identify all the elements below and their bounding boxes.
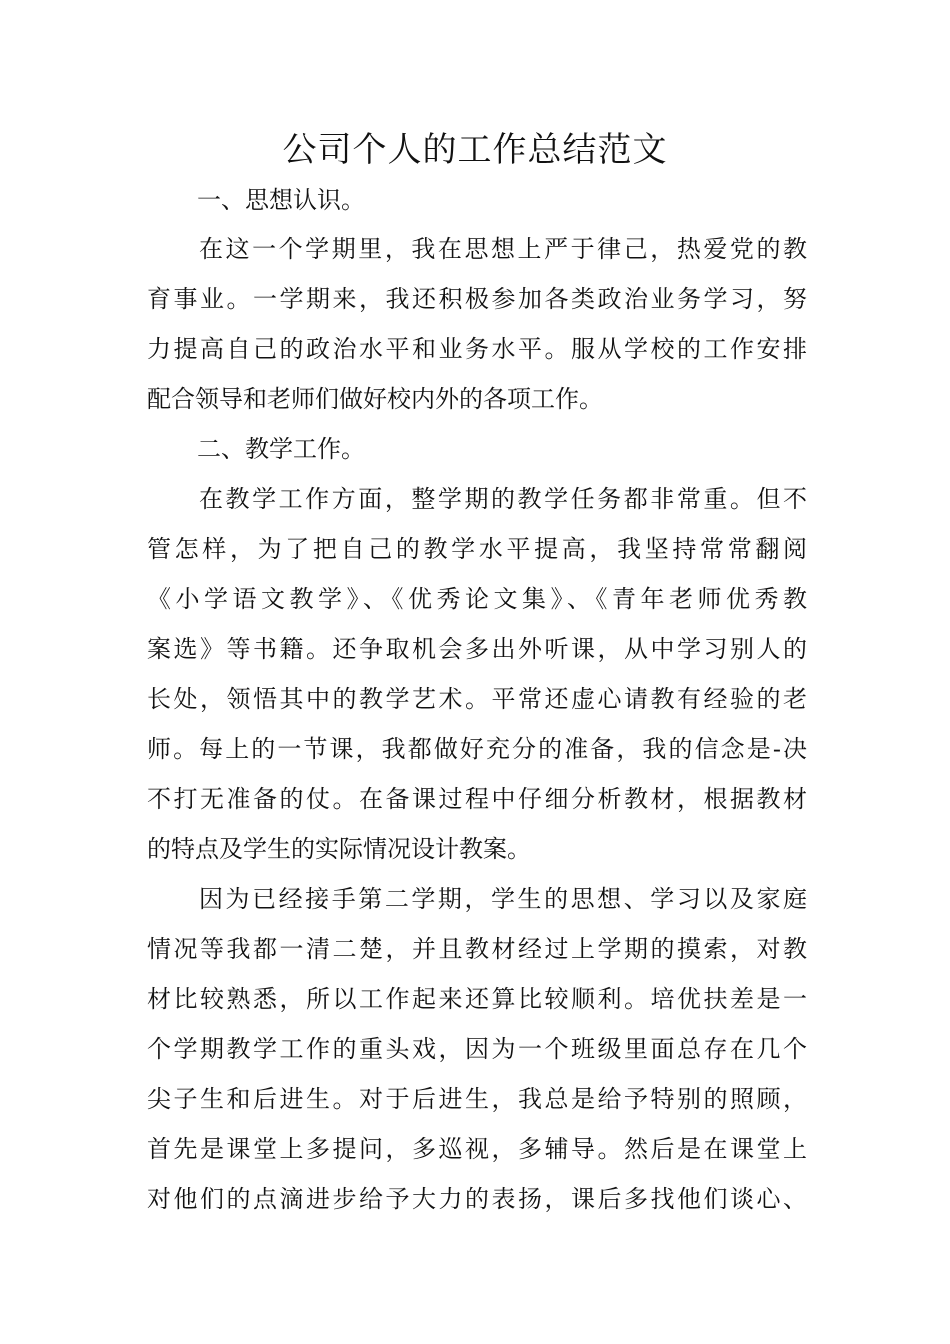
section-heading: 一、思想认识。 <box>197 186 365 214</box>
paragraph-line: 长处，领悟其中的教学艺术。平常还虚心请教有经验的老 <box>147 685 807 713</box>
paragraph-line: 对他们的点滴进步给予大力的表扬，课后多找他们谈心、 <box>147 1185 807 1213</box>
paragraph-line: 不打无准备的仗。在备课过程中仔细分析教材，根据教材 <box>147 785 807 813</box>
paragraph-line: 案选》等书籍。还争取机会多出外听课，从中学习别人的 <box>147 635 807 663</box>
paragraph-line: 尖子生和后进生。对于后进生，我总是给予特别的照顾， <box>147 1085 807 1113</box>
paragraph-line: 配合领导和老师们做好校内外的各项工作。 <box>147 385 603 413</box>
section-heading: 二、教学工作。 <box>197 435 365 463</box>
paragraph-line: 管怎样，为了把自己的教学水平提高，我坚持常常翻阅 <box>147 535 807 563</box>
paragraph-line: 《小学语文教学》、《优秀论文集》、《青年老师优秀教 <box>147 585 807 613</box>
paragraph-line: 在教学工作方面，整学期的教学任务都非常重。但不 <box>199 485 807 513</box>
paragraph-line: 育事业。一学期来，我还积极参加各类政治业务学习，努 <box>147 285 807 313</box>
paragraph-line: 材比较熟悉，所以工作起来还算比较顺利。培优扶差是一 <box>147 985 807 1013</box>
paragraph-line: 的特点及学生的实际情况设计教案。 <box>147 835 531 863</box>
document-title: 公司个人的工作总结范文 <box>282 130 668 170</box>
paragraph-line: 个学期教学工作的重头戏，因为一个班级里面总存在几个 <box>147 1035 807 1063</box>
paragraph-line: 力提高自己的政治水平和业务水平。服从学校的工作安排 <box>147 335 807 363</box>
paragraph-line: 因为已经接手第二学期，学生的思想、学习以及家庭 <box>199 885 807 913</box>
paragraph-line: 在这一个学期里，我在思想上严于律己，热爱党的教 <box>199 235 807 263</box>
paragraph-line: 首先是课堂上多提问，多巡视，多辅导。然后是在课堂上 <box>147 1135 807 1163</box>
paragraph-line: 情况等我都一清二楚，并且教材经过上学期的摸索，对教 <box>147 935 807 963</box>
paragraph-line: 师。每上的一节课，我都做好充分的准备，我的信念是-决 <box>147 735 807 763</box>
